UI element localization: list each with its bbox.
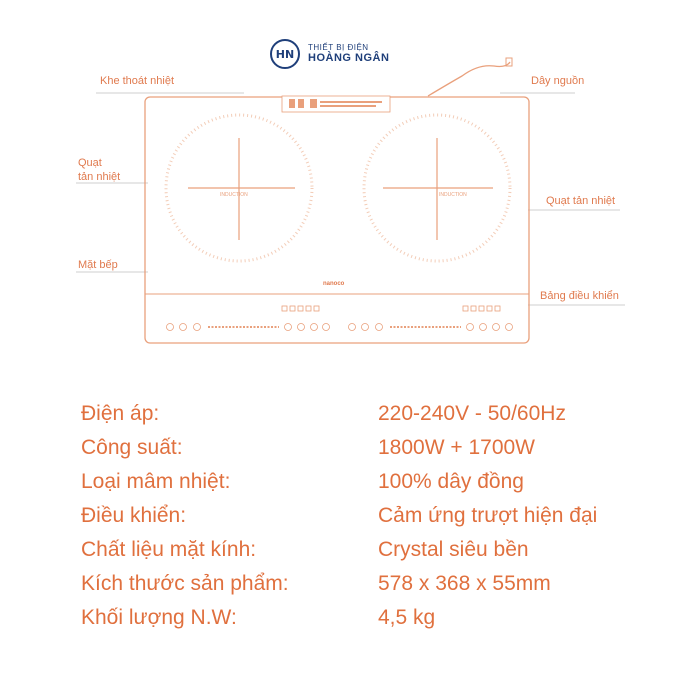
right-mode-icon-4 <box>487 306 492 311</box>
left-plus-button-icon[interactable] <box>285 324 292 331</box>
spec-row <box>0 504 700 538</box>
right-power-button-icon[interactable] <box>349 324 356 331</box>
callout-vent: Khe thoát nhiệt <box>100 75 175 87</box>
logo-line1: THIẾT BỊ ĐIỆN <box>308 43 369 53</box>
spec-row <box>0 572 700 606</box>
spec-label: Công suất: <box>81 436 183 459</box>
callout-surface: Mặt bếp <box>78 259 118 271</box>
right-minus-button-icon[interactable] <box>480 324 487 331</box>
spec-row <box>0 538 700 572</box>
right-mode-icon-3 <box>479 306 484 311</box>
warning-text-line-2 <box>320 105 376 107</box>
right-mode-icon-1 <box>463 306 468 311</box>
warning-icon-1 <box>289 99 295 108</box>
left-timer-button-icon[interactable] <box>194 324 201 331</box>
left-boost-button-icon[interactable] <box>311 324 318 331</box>
spec-row <box>0 470 700 504</box>
spec-value: 220-240V - 50/60Hz <box>378 402 566 425</box>
right-plus-button-icon[interactable] <box>467 324 474 331</box>
right-zone-label: INDUCTION <box>439 192 467 198</box>
left-mode-icon-1 <box>282 306 287 311</box>
right-top-icons <box>463 306 500 311</box>
right-off-button-icon[interactable] <box>506 324 513 331</box>
left-top-icons <box>282 306 319 311</box>
spec-value: Cảm ứng trượt hiện đại <box>378 504 598 527</box>
right-boost-button-icon[interactable] <box>493 324 500 331</box>
callout-fan-left: Quạt tản nhiệt <box>78 157 121 183</box>
warning-icon-3 <box>310 99 317 108</box>
right-timer-button-icon[interactable] <box>376 324 383 331</box>
callout-panel: Bảng điều khiển <box>540 290 619 302</box>
left-mode-icon-2 <box>290 306 295 311</box>
spec-value: Crystal siêu bền <box>378 538 529 561</box>
left-power-button-icon[interactable] <box>167 324 174 331</box>
left-mode-icon-5 <box>314 306 319 311</box>
spec-label: Điện áp: <box>81 402 160 425</box>
warning-icon-2 <box>298 99 304 108</box>
callout-cord: Dây nguồn <box>531 75 585 87</box>
left-zone-label: INDUCTION <box>220 192 248 198</box>
left-off-button-icon[interactable] <box>323 324 330 331</box>
right-lock-button-icon[interactable] <box>362 324 369 331</box>
spec-row <box>0 606 700 640</box>
spec-value: 4,5 kg <box>378 606 436 629</box>
spec-label: Kích thước sản phẩm: <box>81 572 289 595</box>
left-mode-icon-3 <box>298 306 303 311</box>
logo-line2: HOÀNG NGÂN <box>308 52 390 65</box>
spec-row <box>0 402 700 436</box>
spec-row <box>0 436 700 470</box>
power-cord <box>428 62 510 96</box>
spec-value: 1800W + 1700W <box>378 436 536 459</box>
left-mode-icon-4 <box>306 306 311 311</box>
left-lock-button-icon[interactable] <box>180 324 187 331</box>
spec-label: Chất liệu mặt kính: <box>81 538 257 561</box>
spec-label: Loại mâm nhiệt: <box>81 470 231 493</box>
cooktop-brand: nanoco <box>323 281 345 287</box>
spec-label: Khối lượng N.W: <box>81 606 237 629</box>
callout-fan-right: Quạt tản nhiệt <box>546 195 616 207</box>
left-minus-button-icon[interactable] <box>298 324 305 331</box>
spec-value: 578 x 368 x 55mm <box>378 572 551 595</box>
leader-lines <box>76 93 625 305</box>
right-mode-icon-5 <box>495 306 500 311</box>
logo-monogram-icon: HN <box>270 39 300 69</box>
spec-value: 100% dây đồng <box>378 470 524 493</box>
right-mode-icon-2 <box>471 306 476 311</box>
spec-label: Điều khiển: <box>81 504 187 527</box>
warning-text-line-1 <box>320 101 382 103</box>
